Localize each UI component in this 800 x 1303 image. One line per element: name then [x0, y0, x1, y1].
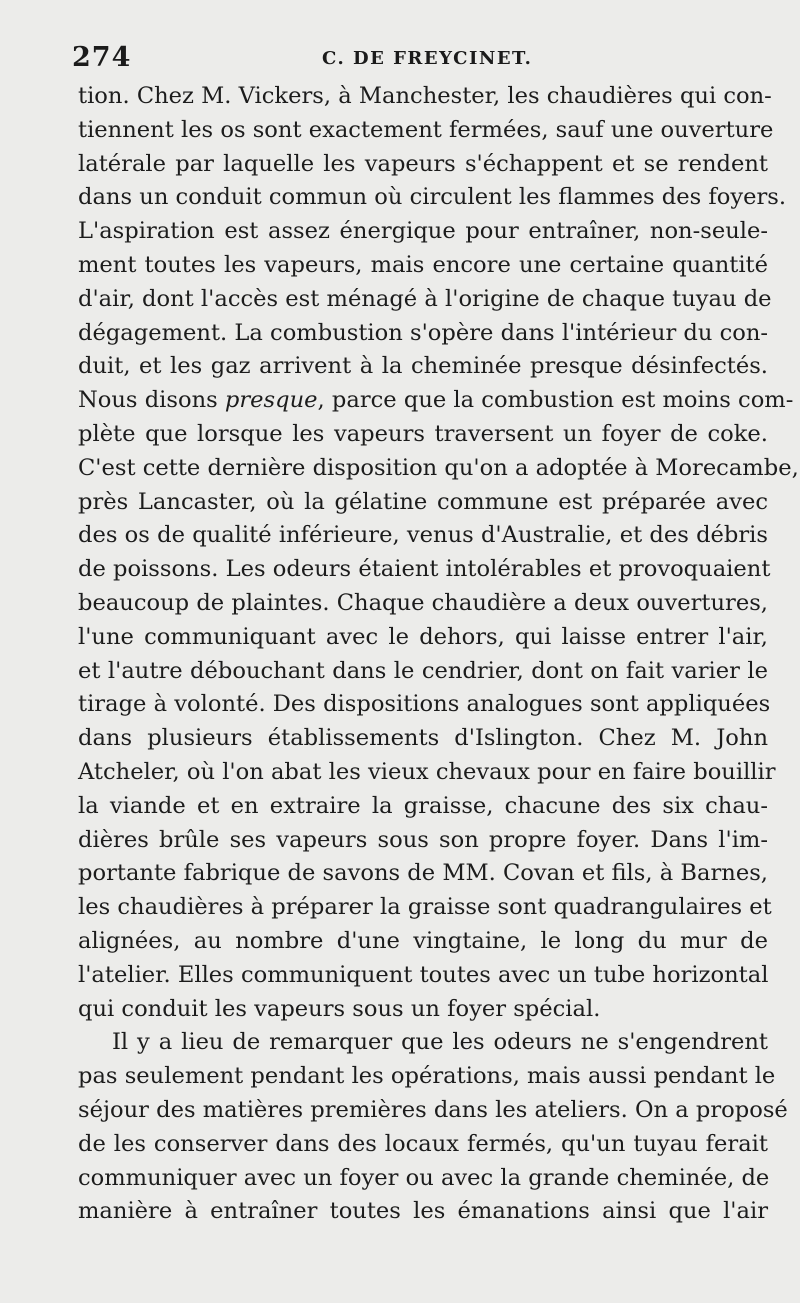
text-run: , parce que la combustion est moins com- — [317, 387, 794, 414]
text-line: Il y a lieu de remarquer que les odeurs ne s'engendrent — [112, 1029, 768, 1056]
text-line: dans un conduit commun où circulent les flammes des foyers. — [78, 184, 787, 211]
text-line: pas seulement pendant les opérations, mais aussi pendant le — [78, 1063, 776, 1090]
running-head: C. DE FREYCINET. — [322, 48, 533, 69]
text-line: l'atelier. Elles communiquent toutes avec un tube horizontal — [78, 961, 769, 988]
text-line: l'une communiquant avec le dehors, qui laisse entrer l'air, — [78, 623, 768, 650]
text-line: manière à entraîner toutes les émanations ainsi que l'air — [78, 1198, 768, 1225]
text-line: dières brûle ses vapeurs sous son propre foyer. Dans l'im- — [78, 826, 768, 853]
text-line: tirage à volonté. Des dispositions analogues sont appliquées — [78, 691, 771, 718]
text-line: C'est cette dernière disposition qu'on a adoptée à Morecambe, — [78, 454, 799, 481]
text-line: des os de qualité inférieure, venus d'Australie, et des débris — [78, 522, 768, 549]
text-line: près Lancaster, où la gélatine commune est préparée avec — [78, 488, 768, 515]
text-run: Nous disons — [78, 387, 225, 414]
body-text — [78, 80, 799, 1229]
text-line: la viande et en extraire la graisse, chacune des six chau- — [78, 792, 768, 819]
text-line: plète que lorsque les vapeurs traversent un foyer de coke. — [78, 420, 768, 447]
text-line: Atcheler, où l'on abat les vieux chevaux pour en faire bouillir — [78, 758, 776, 785]
text-line: dans plusieurs établissements d'Islington. Chez M. John — [78, 725, 768, 752]
text-line: ment toutes les vapeurs, mais encore une certaine quantité — [78, 251, 768, 278]
text-line: qui conduit les vapeurs sous un foyer spécial. — [78, 995, 601, 1022]
text-line: tiennent les os sont exactement fermées, sauf une ouverture — [78, 116, 774, 143]
text-line: latérale par laquelle les vapeurs s'échappent et se rendent — [78, 150, 768, 177]
page-header — [72, 40, 762, 80]
text-line: portante fabrique de savons de MM. Covan et fils, à Barnes, — [78, 860, 768, 887]
text-line: duit, et les gaz arrivent à la cheminée presque désinfectés. — [78, 353, 768, 380]
text-line: alignées, au nombre d'une vingtaine, le long du mur de — [78, 927, 768, 954]
text-line: d'air, dont l'accès est ménagé à l'origine de chaque tuyau de — [78, 285, 772, 312]
text-line: et l'autre débouchant dans le cendrier, dont on fait varier le — [78, 657, 768, 684]
text-line: beaucoup de plaintes. Chaque chaudière a deux ouvertures, — [78, 589, 768, 616]
text-line: dégagement. La combustion s'opère dans l'intérieur du con- — [78, 319, 769, 346]
text-line: tion. Chez M. Vickers, à Manchester, les chaudières qui con- — [78, 83, 772, 109]
text-line: communiquer avec un foyer ou avec la grande cheminée, de — [78, 1164, 770, 1191]
text-line-italic — [78, 384, 794, 418]
page-number: 274 — [72, 42, 132, 73]
italic-word: presque — [224, 387, 318, 414]
text-line: séjour des matières premières dans les ateliers. On a proposé — [78, 1096, 788, 1123]
text-line: L'aspiration est assez énergique pour entraîner, non-seule- — [78, 218, 768, 245]
text-line: les chaudières à préparer la graisse sont quadrangulaires et — [78, 894, 772, 921]
text-line: de les conserver dans des locaux fermés, qu'un tuyau ferait — [78, 1130, 768, 1157]
text-line: de poissons. Les odeurs étaient intolérables et provoquaient — [78, 556, 771, 583]
